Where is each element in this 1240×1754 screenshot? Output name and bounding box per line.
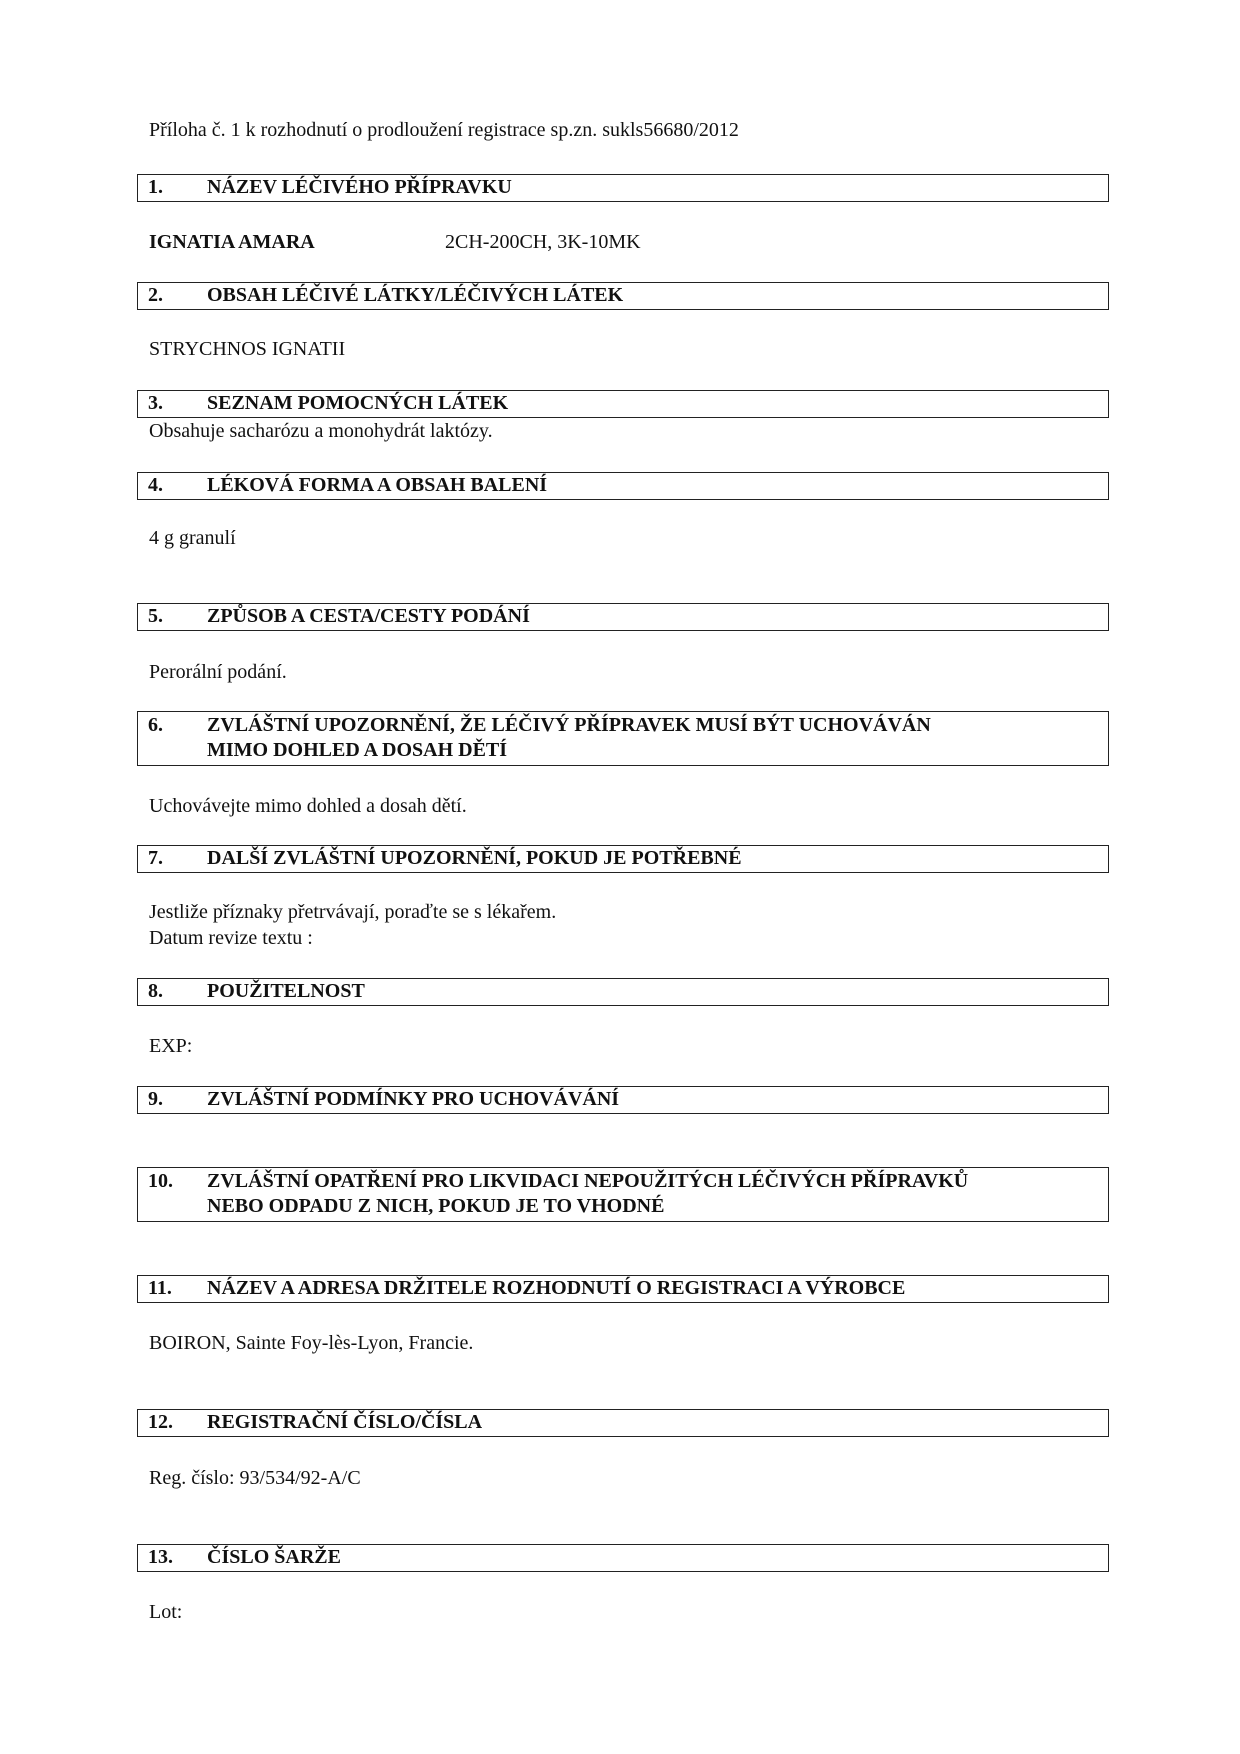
section-title-line: MIMO DOHLED A DOSAH DĚTÍ — [207, 739, 508, 761]
section-10-header — [137, 1167, 1109, 1222]
children-warning-text: Uchovávejte mimo dohled a dosah dětí. — [149, 795, 467, 817]
section-number: 13. — [148, 1546, 173, 1568]
product-name: IGNATIA AMARA — [149, 231, 315, 253]
section-number: 11. — [148, 1277, 172, 1299]
expiry-text: EXP: — [149, 1035, 193, 1057]
section-number: 9. — [148, 1088, 163, 1110]
section-number: 1. — [148, 176, 163, 198]
section-title: ZPŮSOB A CESTA/CESTY PODÁNÍ — [207, 605, 530, 627]
section-9-header — [137, 1086, 1109, 1114]
section-5-header — [137, 603, 1109, 631]
section-title-line: ZVLÁŠTNÍ UPOZORNĚNÍ, ŽE LÉČIVÝ PŘÍPRAVEK MUSÍ BÝT UCHOVÁVÁN — [207, 714, 931, 736]
section-1-header — [137, 174, 1109, 202]
section-12-header — [137, 1409, 1109, 1437]
section-title: ZVLÁŠTNÍ PODMÍNKY PRO UCHOVÁVÁNÍ — [207, 1088, 620, 1110]
section-title: DALŠÍ ZVLÁŠTNÍ UPOZORNĚNÍ, POKUD JE POTŘEBNÉ — [207, 847, 742, 869]
section-number: 4. — [148, 474, 163, 496]
excipients-text: Obsahuje sacharózu a monohydrát laktózy. — [149, 420, 493, 442]
section-6-header — [137, 711, 1109, 766]
section-number: 5. — [148, 605, 163, 627]
active-substance: STRYCHNOS IGNATII — [149, 338, 346, 360]
reg-number-text: Reg. číslo: 93/534/92-A/C — [149, 1467, 361, 1489]
document-header: Příloha č. 1 k rozhodnutí o prodloužení registrace sp.zn. sukls56680/2012 — [149, 119, 739, 141]
revision-date-text: Datum revize textu : — [149, 927, 313, 949]
section-title: OBSAH LÉČIVÉ LÁTKY/LÉČIVÝCH LÁTEK — [207, 284, 624, 306]
section-2-header — [137, 282, 1109, 310]
section-title: POUŽITELNOST — [207, 980, 365, 1002]
section-3-header — [137, 390, 1109, 418]
lot-text: Lot: — [149, 1601, 183, 1623]
section-title: LÉKOVÁ FORMA A OBSAH BALENÍ — [207, 474, 548, 496]
section-title-line: ZVLÁŠTNÍ OPATŘENÍ PRO LIKVIDACI NEPOUŽITÝCH LÉČIVÝCH PŘÍPRAVKŮ — [207, 1170, 969, 1192]
section-title: ČÍSLO ŠARŽE — [207, 1546, 341, 1568]
section-4-header — [137, 472, 1109, 500]
section-title: NÁZEV A ADRESA DRŽITELE ROZHODNUTÍ O REGISTRACI A VÝROBCE — [207, 1277, 906, 1299]
section-number: 7. — [148, 847, 163, 869]
section-number: 3. — [148, 392, 163, 414]
section-number: 10. — [148, 1170, 173, 1192]
pack-text: 4 g granulí — [149, 527, 236, 549]
section-11-header — [137, 1275, 1109, 1303]
section-title: NÁZEV LÉČIVÉHO PŘÍPRAVKU — [207, 176, 512, 198]
section-number: 8. — [148, 980, 163, 1002]
section-title: REGISTRAČNÍ ČÍSLO/ČÍSLA — [207, 1411, 483, 1433]
section-title: SEZNAM POMOCNÝCH LÁTEK — [207, 392, 509, 414]
section-7-header — [137, 845, 1109, 873]
section-title — [207, 1169, 1098, 1221]
section-title — [207, 713, 1098, 765]
section-8-header — [137, 978, 1109, 1006]
section-number: 12. — [148, 1411, 173, 1433]
section-13-header — [137, 1544, 1109, 1572]
product-strength: 2CH-200CH, 3K-10MK — [445, 231, 641, 253]
holder-text: BOIRON, Sainte Foy-lès-Lyon, Francie. — [149, 1332, 474, 1354]
other-warning-text: Jestliže příznaky přetrvávají, poraďte se s lékařem. — [149, 901, 557, 923]
section-title-line: NEBO ODPADU Z NICH, POKUD JE TO VHODNÉ — [207, 1195, 665, 1217]
section-number: 2. — [148, 284, 163, 306]
route-text: Perorální podání. — [149, 661, 287, 683]
section-number: 6. — [148, 714, 163, 736]
